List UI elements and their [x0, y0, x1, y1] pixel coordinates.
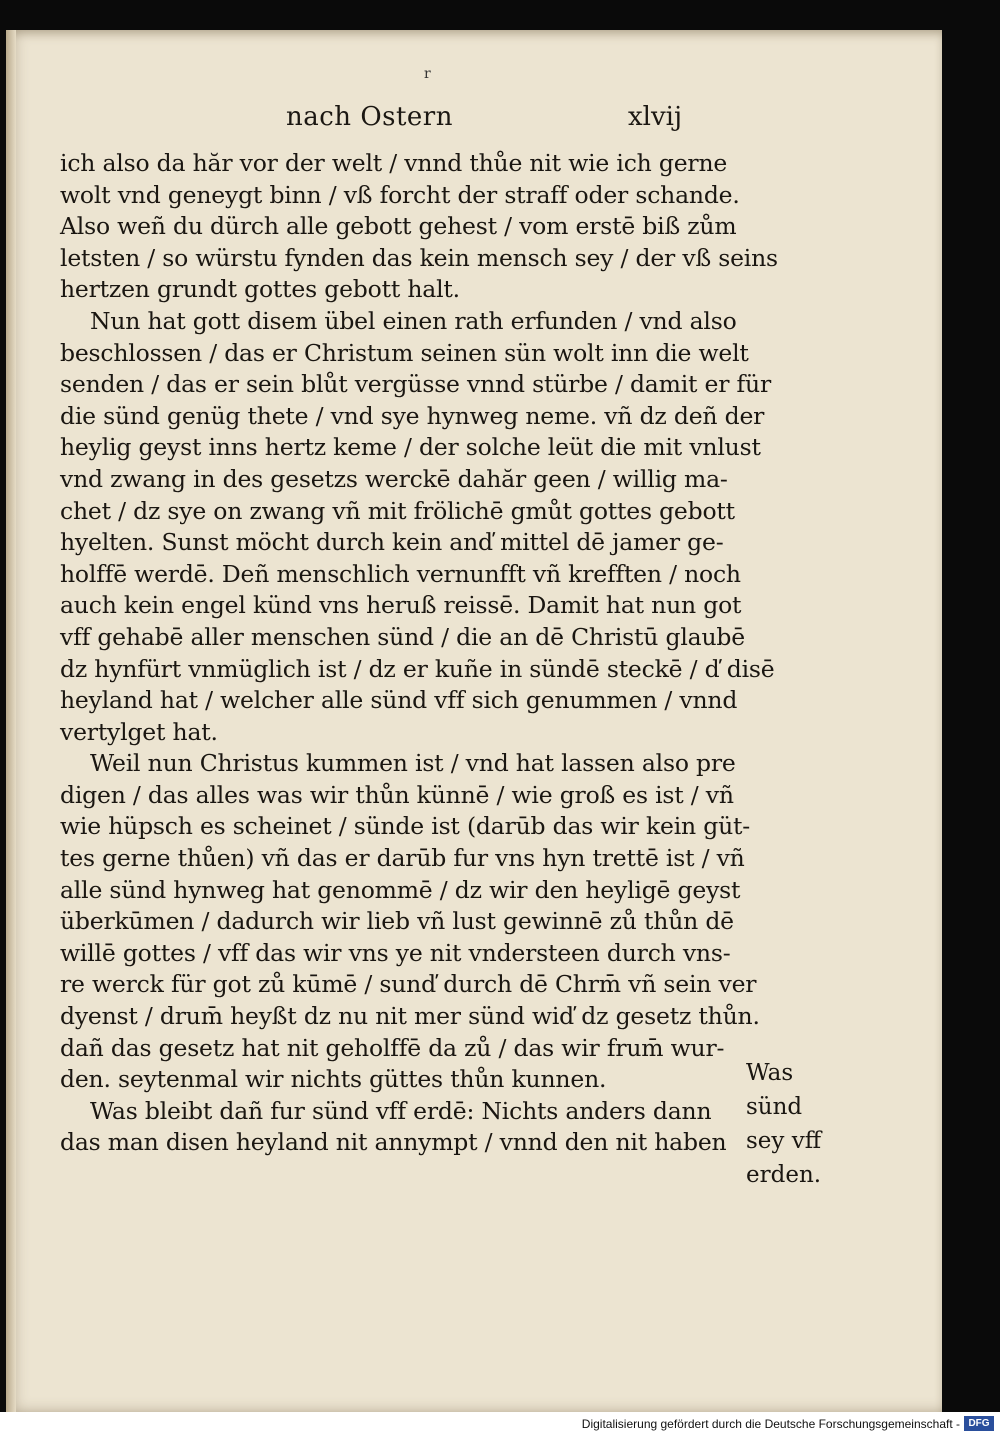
text-line: wie hüpsch es scheinet / sünde ist (darūb das wir kein güt-: [60, 812, 750, 841]
text-line: tes gerne thůen) vñ das er darūb fur vns hyn trettē ist / vñ: [60, 844, 745, 873]
body-text: [60, 148, 778, 1159]
text-line: dyenst / drum̄ heyßt dz nu nit mer sünd wiď dz gesetz thůn.: [60, 1002, 760, 1031]
marginal-note-line: sünd: [746, 1094, 803, 1120]
text-line: dañ das gesetz hat nit geholffē da zů / das wir frum̄ wur-: [60, 1033, 725, 1062]
text-line: dz hynfürt vnmüglich ist / dz er kuñe in sündē steckē / ď disē: [60, 654, 775, 683]
text-line: beschlossen / das er Christum seinen sün wolt inn die welt: [60, 338, 749, 367]
running-title: nach Ostern: [286, 102, 453, 132]
text-line: hyelten. Sunst möcht durch kein anď mittel dē jamer ge-: [60, 528, 724, 557]
folio-number: xlvij: [628, 102, 683, 132]
text-line: ich also da hăr vor der welt / vnnd thůe nit wie ich gerne: [60, 149, 728, 177]
book-page: [6, 30, 942, 1412]
text-line: überkūmen / dadurch wir lieb vñ lust gewinnē zů thůn dē: [60, 907, 734, 936]
marginal-note-line: erden.: [746, 1162, 822, 1188]
text-line: das man disen heyland nit annympt / vnnd den nit haben: [60, 1128, 727, 1157]
funding-credit: Digitalisierung gefördert durch die Deutsche Forschungsgemeinschaft -: [581, 1417, 960, 1431]
text-line: auch kein engel künd vns heruß reissē. Damit hat nun got: [60, 591, 742, 620]
text-line: wolt vnd geneygt binn / vß forcht der straff oder schande.: [60, 180, 740, 209]
text-line: letsten / so würstu fynden das kein mensch sey / der vß seins: [60, 243, 778, 272]
text-line: alle sünd hynweg hat genommē / dz wir den heyligē geyst: [60, 875, 741, 904]
text-line: den. seytenmal wir nichts güttes thůn kunnen.: [60, 1065, 607, 1094]
text-line: heylig geyst inns hertz keme / der solche leüt die mit vnlust: [60, 433, 761, 462]
marginal-note-line: Was: [746, 1060, 794, 1086]
text-line: Also weñ du dürch alle gebott gehest / vom erstē biß zům: [60, 212, 737, 241]
text-line: Was bleibt dañ fur sünd vff erdē: Nichts anders dann: [90, 1096, 712, 1125]
text-line: Nun hat gott disem übel einen rath erfunden / vnd also: [90, 306, 737, 335]
footer-bar: [0, 1412, 1000, 1436]
text-line: digen / das alles was wir thůn künnē / wie groß es ist / vñ: [60, 780, 734, 809]
stray-mark: r: [424, 66, 431, 82]
text-line: heyland hat / welcher alle sünd vff sich genummen / vnnd: [60, 686, 738, 715]
text-line: re werck für got zů kūmē / sunď durch dē Chrm̄ vñ sein ver: [60, 970, 757, 999]
text-line: vff gehabē aller menschen sünd / die an dē Christū glaubē: [60, 622, 745, 651]
text-line: senden / das er sein blůt vergüsse vnnd stürbe / damit er für: [60, 370, 772, 399]
text-line: holffē werdē. Deñ menschlich vernunfft vñ krefften / noch: [60, 559, 741, 588]
text-line: hertzen grundt gottes gebott halt.: [60, 275, 460, 304]
text-line: Weil nun Christus kummen ist / vnd hat lassen also pre: [90, 749, 736, 778]
text-line: chet / dz sye on zwang vñ mit frölichē gmůt gottes gebott: [60, 496, 735, 525]
marginal-note-line: sey vff: [746, 1128, 822, 1154]
dfg-logo: DFG: [964, 1416, 994, 1431]
text-line: die sünd genüg thete / vnd sye hynweg neme. vñ dz deñ der: [60, 401, 765, 430]
page-gutter-edge: [6, 30, 16, 1412]
text-line: willē gottes / vff das wir vns ye nit vndersteen durch vns-: [60, 938, 731, 967]
marginal-note: [746, 1056, 926, 1192]
text-line: vnd zwang in des gesetzs werckē dahăr geen / willig ma-: [60, 464, 728, 493]
text-line: vertylget hat.: [60, 717, 218, 746]
running-head: [6, 102, 942, 142]
